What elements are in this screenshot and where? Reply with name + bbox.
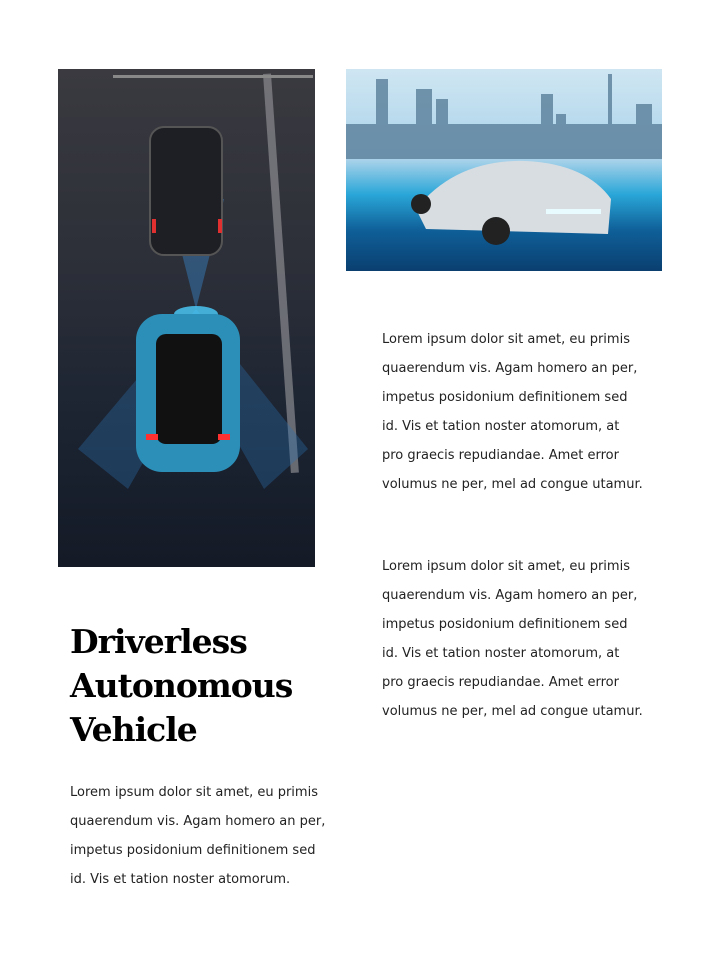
city-illustration — [346, 69, 662, 271]
text-line: pro graecis repudiandae. Amet error — [382, 448, 619, 463]
intro-paragraph — [70, 778, 325, 894]
title-line: Autonomous — [70, 666, 293, 705]
text-line: quaerendum vis. Agam homero an per, — [382, 361, 638, 376]
text-line: pro graecis repudiandae. Amet error — [382, 675, 619, 690]
road-illustration — [58, 69, 315, 567]
text-line: impetus posidonium definitionem sed — [70, 843, 316, 858]
text-line: Lorem ipsum dolor sit amet, eu primis — [382, 559, 630, 574]
body-paragraph-2 — [382, 552, 643, 726]
text-line: volumus ne per, mel ad congue utamur. — [382, 477, 643, 492]
text-line: volumus ne per, mel ad congue utamur. — [382, 704, 643, 719]
text-line: id. Vis et tation noster atomorum, at — [382, 646, 620, 661]
autonomous-cars-road-photo — [58, 69, 315, 567]
futuristic-city-car-photo — [346, 69, 662, 271]
text-line: id. Vis et tation noster atomorum. — [70, 872, 291, 887]
text-line: impetus posidonium definitionem sed — [382, 390, 628, 405]
text-line: Lorem ipsum dolor sit amet, eu primis — [382, 332, 630, 347]
body-paragraph-1 — [382, 325, 643, 499]
text-line: quaerendum vis. Agam homero an per, — [70, 814, 326, 829]
text-line: quaerendum vis. Agam homero an per, — [382, 588, 638, 603]
page-title — [70, 620, 292, 752]
title-line: Driverless — [70, 622, 247, 661]
text-line: Lorem ipsum dolor sit amet, eu primis — [70, 785, 318, 800]
title-line: Vehicle — [70, 710, 197, 749]
text-line: id. Vis et tation noster atomorum, at — [382, 419, 620, 434]
text-line: impetus posidonium definitionem sed — [382, 617, 628, 632]
